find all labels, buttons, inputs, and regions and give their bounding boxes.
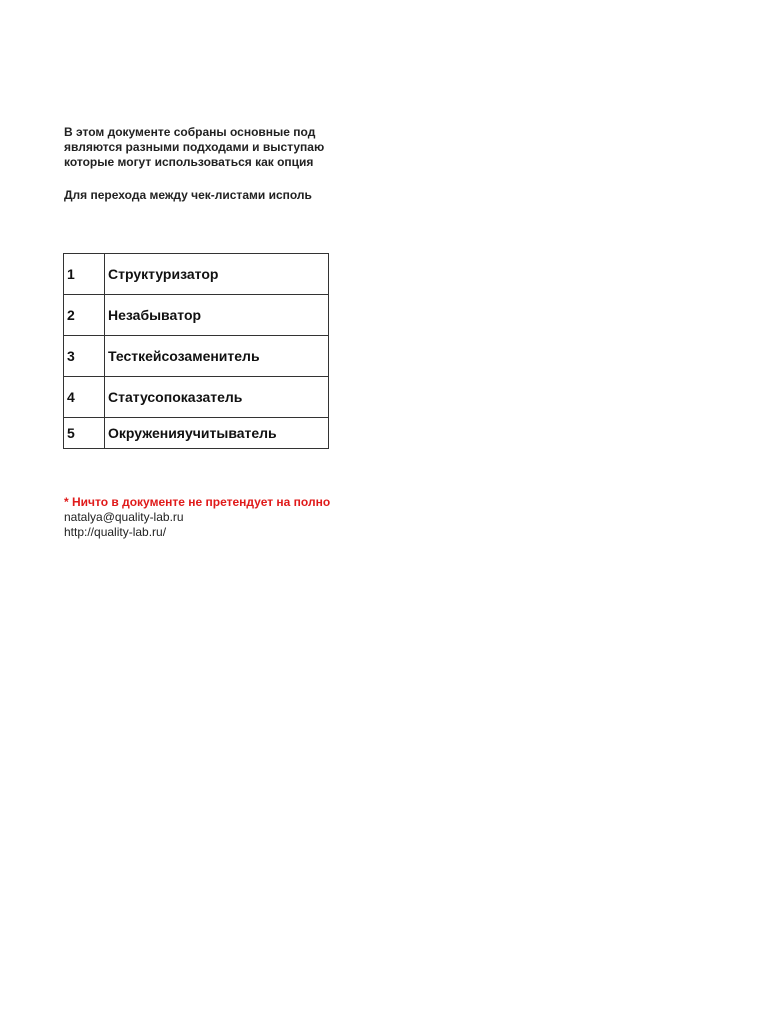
checklist-table xyxy=(63,253,329,449)
table-row xyxy=(64,377,329,418)
checklist-link[interactable]: Тесткейсозаменитель xyxy=(105,336,329,377)
website-link[interactable]: http://quality-lab.ru/ xyxy=(64,525,167,539)
disclaimer-note: * Ничто в документе не претендует на полно xyxy=(64,495,330,509)
table-row xyxy=(64,254,329,295)
checklist-link[interactable]: Структуризатор xyxy=(105,254,329,295)
checklist-number: 3 xyxy=(64,336,105,377)
checklist-link[interactable]: Статусопоказатель xyxy=(105,377,329,418)
table-row xyxy=(64,418,329,449)
checklist-number: 4 xyxy=(64,377,105,418)
intro-paragraph xyxy=(64,125,330,170)
navigation-hint: Для перехода между чек-листами исполь xyxy=(64,188,312,202)
intro-line: В этом документе собраны основные под xyxy=(64,125,316,139)
checklist-link[interactable]: Незабыватор xyxy=(105,295,329,336)
table-row xyxy=(64,336,329,377)
intro-line: которые могут использоваться как опция xyxy=(64,155,314,169)
intro-line: являются разными подходами и выступаю xyxy=(64,140,325,154)
checklist-link[interactable]: Окруженияучитыватель xyxy=(105,418,329,449)
table-row xyxy=(64,295,329,336)
footer-block xyxy=(64,495,330,540)
contact-email[interactable]: natalya@quality-lab.ru xyxy=(64,510,184,524)
checklist-number: 2 xyxy=(64,295,105,336)
checklist-number: 5 xyxy=(64,418,105,449)
checklist-number: 1 xyxy=(64,254,105,295)
